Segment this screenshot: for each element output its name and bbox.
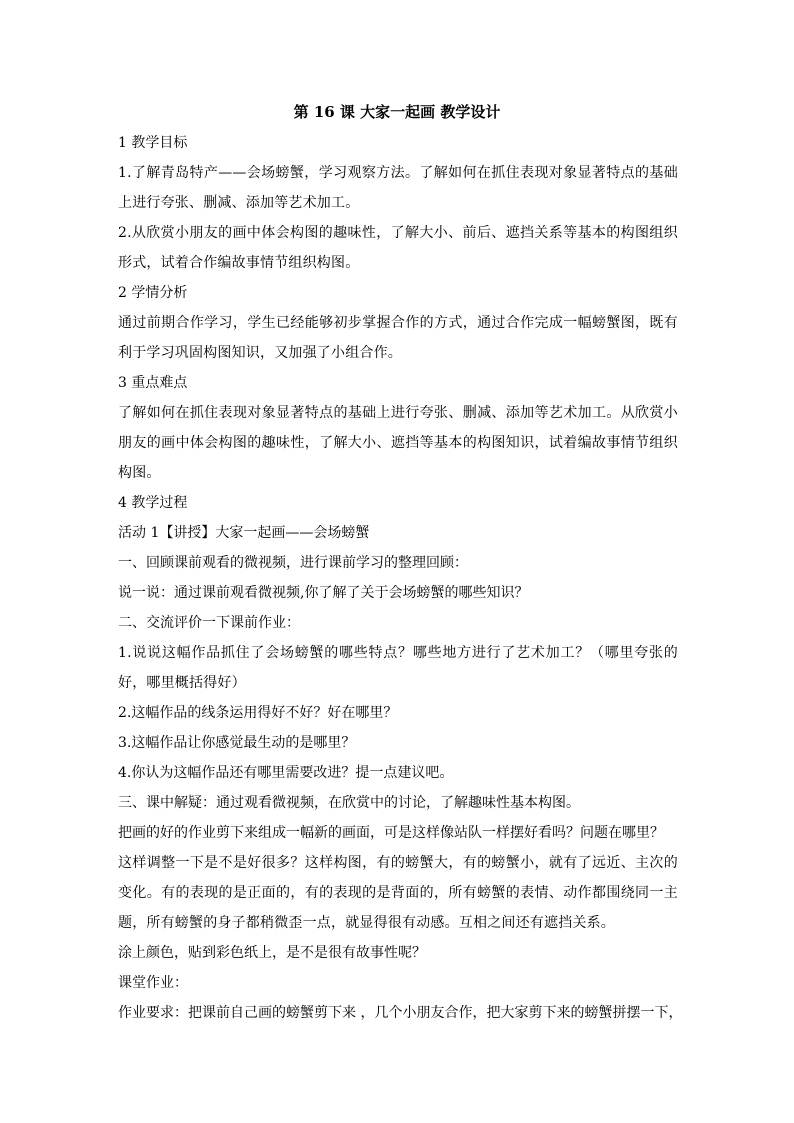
paragraph: 4.你认为这幅作品还有哪里需要改进？提一点建议吧。 (118, 765, 454, 781)
paragraph: 把画的好的作业剪下来组成一幅新的画面，可是这样像站队一样摆好看吗？问题在哪里？ (118, 825, 664, 841)
paragraph: 涂上颜色，贴到彩色纸上，是不是很有故事性呢？ (118, 945, 426, 961)
document-title: 第 16 课 大家一起画 教学设计 (293, 103, 501, 121)
paragraph: 三、课中解疑：通过观看微视频，在欣赏中的讨论，了解趣味性基本构图。 (118, 795, 580, 811)
paragraph: 课堂作业： (118, 975, 188, 991)
document-body (118, 128, 683, 1028)
section-heading-analysis: 2 学情分析 (118, 285, 188, 301)
paragraph: 1.了解青岛特产——会场螃蟹，学习观察方法。了解如何在抓住表现对象显著特点的基础上进行夸张、删减、添加等艺术加工。 (118, 165, 678, 211)
paragraph: 作业要求：把课前自己画的螃蟹剪下来 ，几个小朋友合作，把大家剪下来的螃蟹拼摆一下， (118, 1005, 683, 1021)
section-heading-key-points: 3 重点难点 (118, 375, 188, 391)
section-heading-objectives: 1 教学目标 (118, 135, 188, 151)
paragraph: 2.从欣赏小朋友的画中体会构图的趣味性，了解大小、前后、遮挡关系等基本的构图组织形式，试着合作编故事情节组织构图。 (118, 225, 678, 271)
paragraph: 二、交流评价一下课前作业： (118, 615, 300, 631)
paragraph: 了解如何在抓住表现对象显著特点的基础上进行夸张、删减、添加等艺术加工。从欣赏小朋友的画中体会构图的趣味性，了解大小、遮挡等基本的构图知识，试着编故事情节组织构图。 (118, 405, 678, 481)
section-heading-process: 4 教学过程 (118, 495, 188, 511)
paragraph: 通过前期合作学习，学生已经能够初步掌握合作的方式，通过合作完成一幅螃蟹图，既有利于学习巩固构图知识，又加强了小组合作。 (118, 315, 678, 361)
paragraph: 3.这幅作品让你感觉最生动的是哪里？ (118, 735, 356, 751)
paragraph: 1.说说这幅作品抓住了会场螃蟹的哪些特点？哪些地方进行了艺术加工？（哪里夸张的好，哪里概括得好） (118, 645, 678, 691)
paragraph: 2.这幅作品的线条运用得好不好？好在哪里？ (118, 705, 398, 721)
paragraph: 这样调整一下是不是好很多？这样构图，有的螃蟹大，有的螃蟹小，就有了远近、主次的变化。有的表现的是正面的，有的表现的是背面的，所有螃蟹的表情、动作都围绕同一主题，所有螃蟹的身子都稍微歪一点，就显得很有动感。互相之间还有遮挡关系。 (118, 855, 678, 931)
paragraph: 说一说：通过课前观看微视频,你了解了关于会场螃蟹的哪些知识？ (118, 585, 529, 601)
paragraph: 一、回顾课前观看的微视频，进行课前学习的整理回顾： (118, 555, 468, 571)
paragraph: 活动 1【讲授】大家一起画——会场螃蟹 (118, 525, 370, 541)
